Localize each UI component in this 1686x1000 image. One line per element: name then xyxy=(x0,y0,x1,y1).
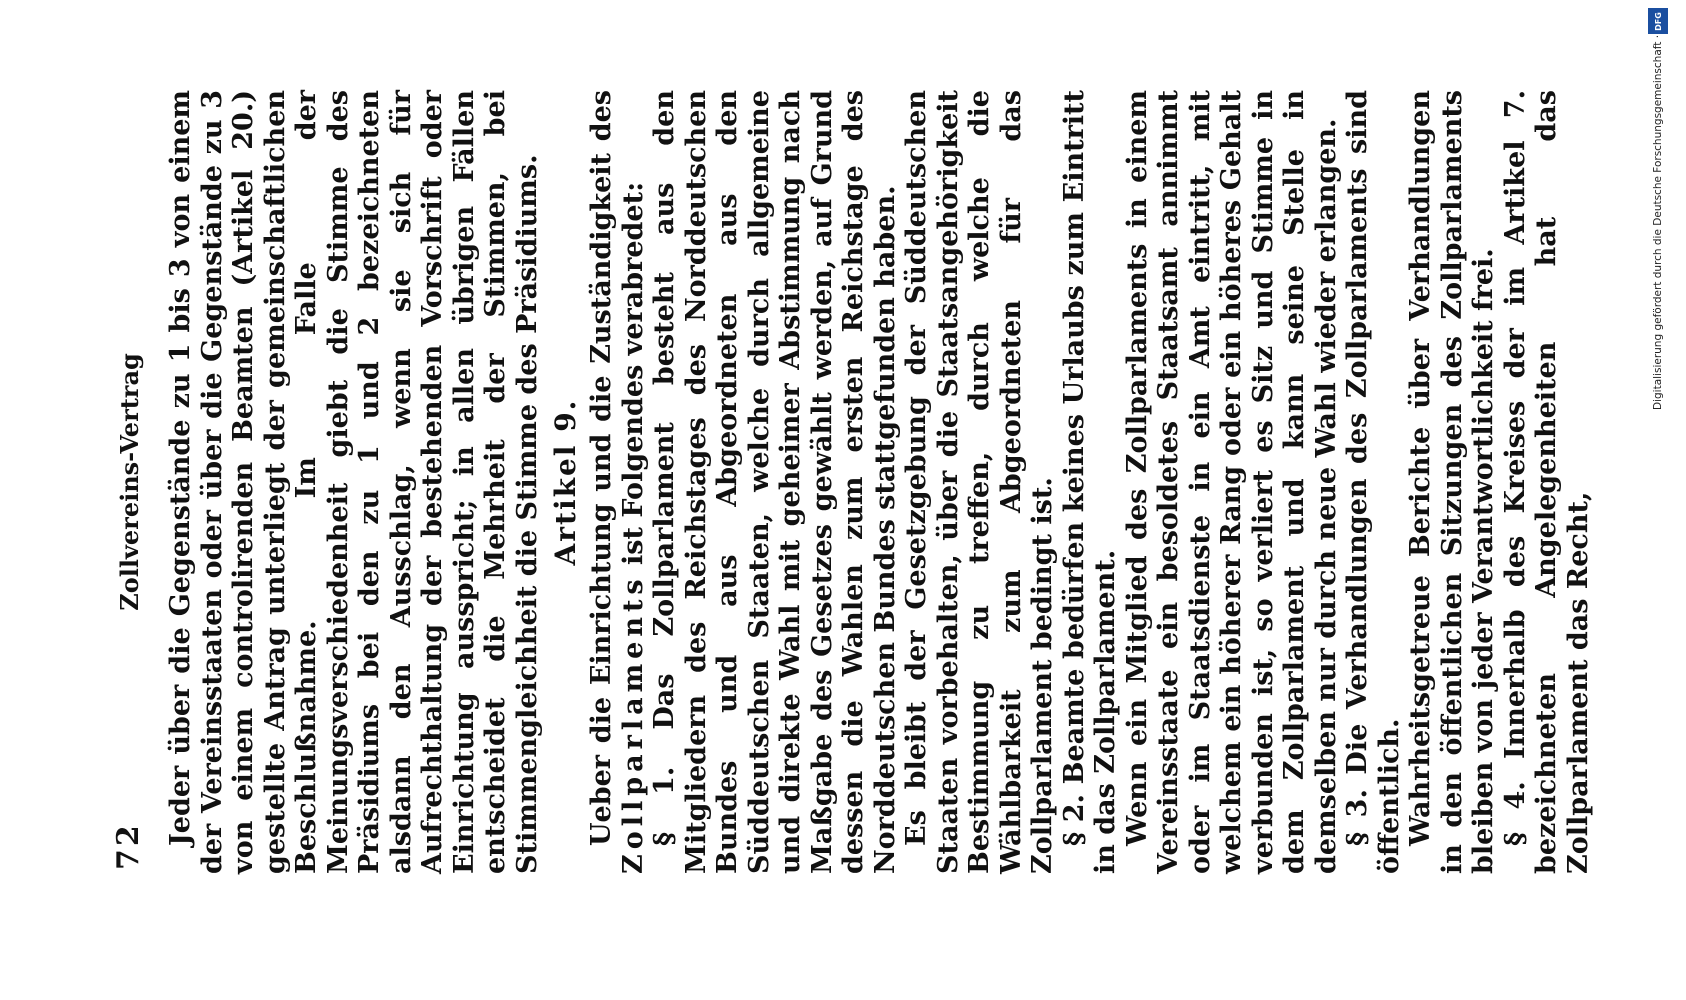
digitization-credit-text: Digitalisierung gefördert durch die Deutsche Forschungsgemeinschaft · xyxy=(1652,34,1664,410)
paragraph-section-2: § 2. Beamte bedürfen keines Urlaubs zum Eintritt in das Zollparlament. xyxy=(1058,90,1121,874)
running-head-title: Zollvereins-Vertrag xyxy=(115,353,144,611)
document-page xyxy=(103,76,1594,888)
running-head xyxy=(103,90,165,874)
paragraph-section-4: § 4. Innerhalb des Kreises der im Artikel 7. bezeichneten Angelegenheiten hat das Zollparlament das Recht, xyxy=(1499,90,1594,874)
dfg-logo-text: DFG xyxy=(1653,11,1663,31)
paragraph-section-3: § 3. Die Verhandlungen des Zollparlaments sind öffentlich. xyxy=(1342,90,1405,874)
paragraph-antrag: Jeder über die Gegenstände zu 1 bis 3 von einem der Vereinsstaaten oder über die Gegenstände zu 3 von einem controlirenden Beamten (Artikel 20.) gestellte Antrag unterliegt der gemeinschaftlichen Beschlußnahme. Im Falle der Meinungsverschiedenheit giebt die Stimme des Präsidiums bei den zu 1 und 2 bezeichneten alsdann den Ausschlag, wenn sie sich für Aufrechthaltung der bestehenden Vorschrift oder Einrichtung ausspricht; in allen übrigen Fällen entscheidet die Mehrheit der Stimmen, bei Stimmengleichheit die Stimme des Präsidiums. xyxy=(165,90,543,874)
paragraph-section-2b: Wenn ein Mitglied des Zollparlaments in einem Vereinsstaate ein besoldetes Staatsamt annimmt oder im Staatsdienste in ein Amt eintritt, mit welchem ein höherer Rang oder ein höheres Gehalt verbunden ist, so verliert es Sitz und Stimme in dem Zollparlament und kann seine Stelle in demselben nur durch neue Wahl wieder erlangen. xyxy=(1121,90,1342,874)
article-intro xyxy=(586,90,649,874)
paragraph-section-1b: Es bleibt der Gesetzgebung der Süddeutschen Staaten vorbehalten, über die Staatsangehörigkeit Bestimmung zu treffen, durch welche die Wählbarkeit zum Abgeordneten für das Zollparlament bedingt ist. xyxy=(901,90,1058,874)
dfg-logo xyxy=(1648,8,1668,34)
intro-text-end: ist Folgendes verabredet: xyxy=(617,181,649,575)
article-title: Artikel 9. xyxy=(549,398,582,566)
paragraph-section-1: § 1. Das Zollparlament besteht aus den Mitgliedern des Reichstages des Norddeutschen Bundes und aus Abgeordneten aus den Süddeutschen Staaten, welche durch allgemeine und direkte Wahl mit geheimer Abstimmung nach Maßgabe des Gesetzes gewählt werden, auf Grund dessen die Wahlen zum ersten Reichstage des Norddeutschen Bundes stattgefunden haben. xyxy=(649,90,901,874)
digitization-credit xyxy=(1648,34,1676,410)
page-number: 72 xyxy=(111,822,146,870)
intro-text-start: Ueber die Einrichtung und die Zuständigkeit des xyxy=(586,90,617,846)
intro-spaced-word: Zollparlaments xyxy=(617,574,649,874)
paragraph-section-3b: Wahrheitsgetreue Berichte über Verhandlungen in den öffentlichen Sitzungen des Zollparlaments bleiben von jeder Verantwortlichkeit frei. xyxy=(1405,90,1499,874)
